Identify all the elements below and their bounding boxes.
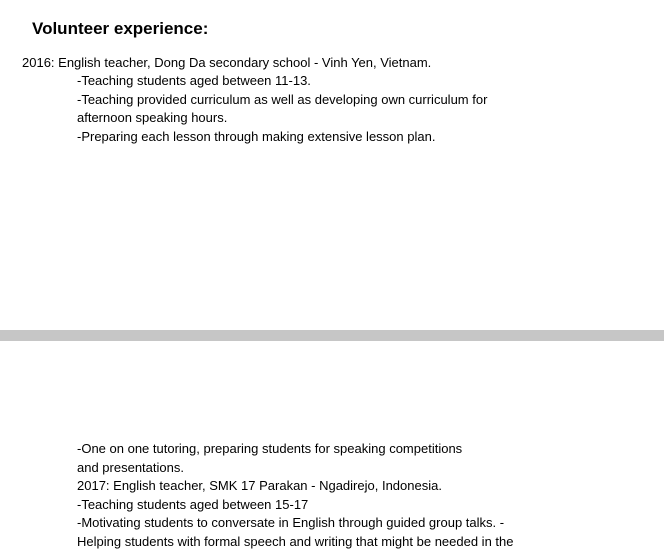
text-line: afternoon speaking hours. xyxy=(77,110,228,125)
document-page-2 xyxy=(0,341,664,555)
text-line: -Preparing each lesson through making extensive lesson plan. xyxy=(77,129,436,144)
text-line: -Teaching students aged between 11-13. xyxy=(77,73,311,88)
text-line: and presentations. xyxy=(77,460,184,475)
text-line: 2017: English teacher, SMK 17 Parakan - Ngadirejo, Indonesia. xyxy=(77,478,442,493)
section-heading: Volunteer experience: xyxy=(32,19,209,38)
text-line: -Teaching provided curriculum as well as developing own curriculum for xyxy=(77,92,488,107)
page-separator xyxy=(0,330,664,341)
text-line: -One on one tutoring, preparing students for speaking competitions xyxy=(77,441,463,456)
text-line: -Teaching students aged between 15-17 xyxy=(77,497,309,512)
text-line: -Motivating students to conversate in English through guided group talks. - xyxy=(77,515,505,530)
text-line: Helping students with formal speech and writing that might be needed in the xyxy=(77,534,514,549)
text-line: 2016: English teacher, Dong Da secondary school - Vinh Yen, Vietnam. xyxy=(22,55,432,70)
